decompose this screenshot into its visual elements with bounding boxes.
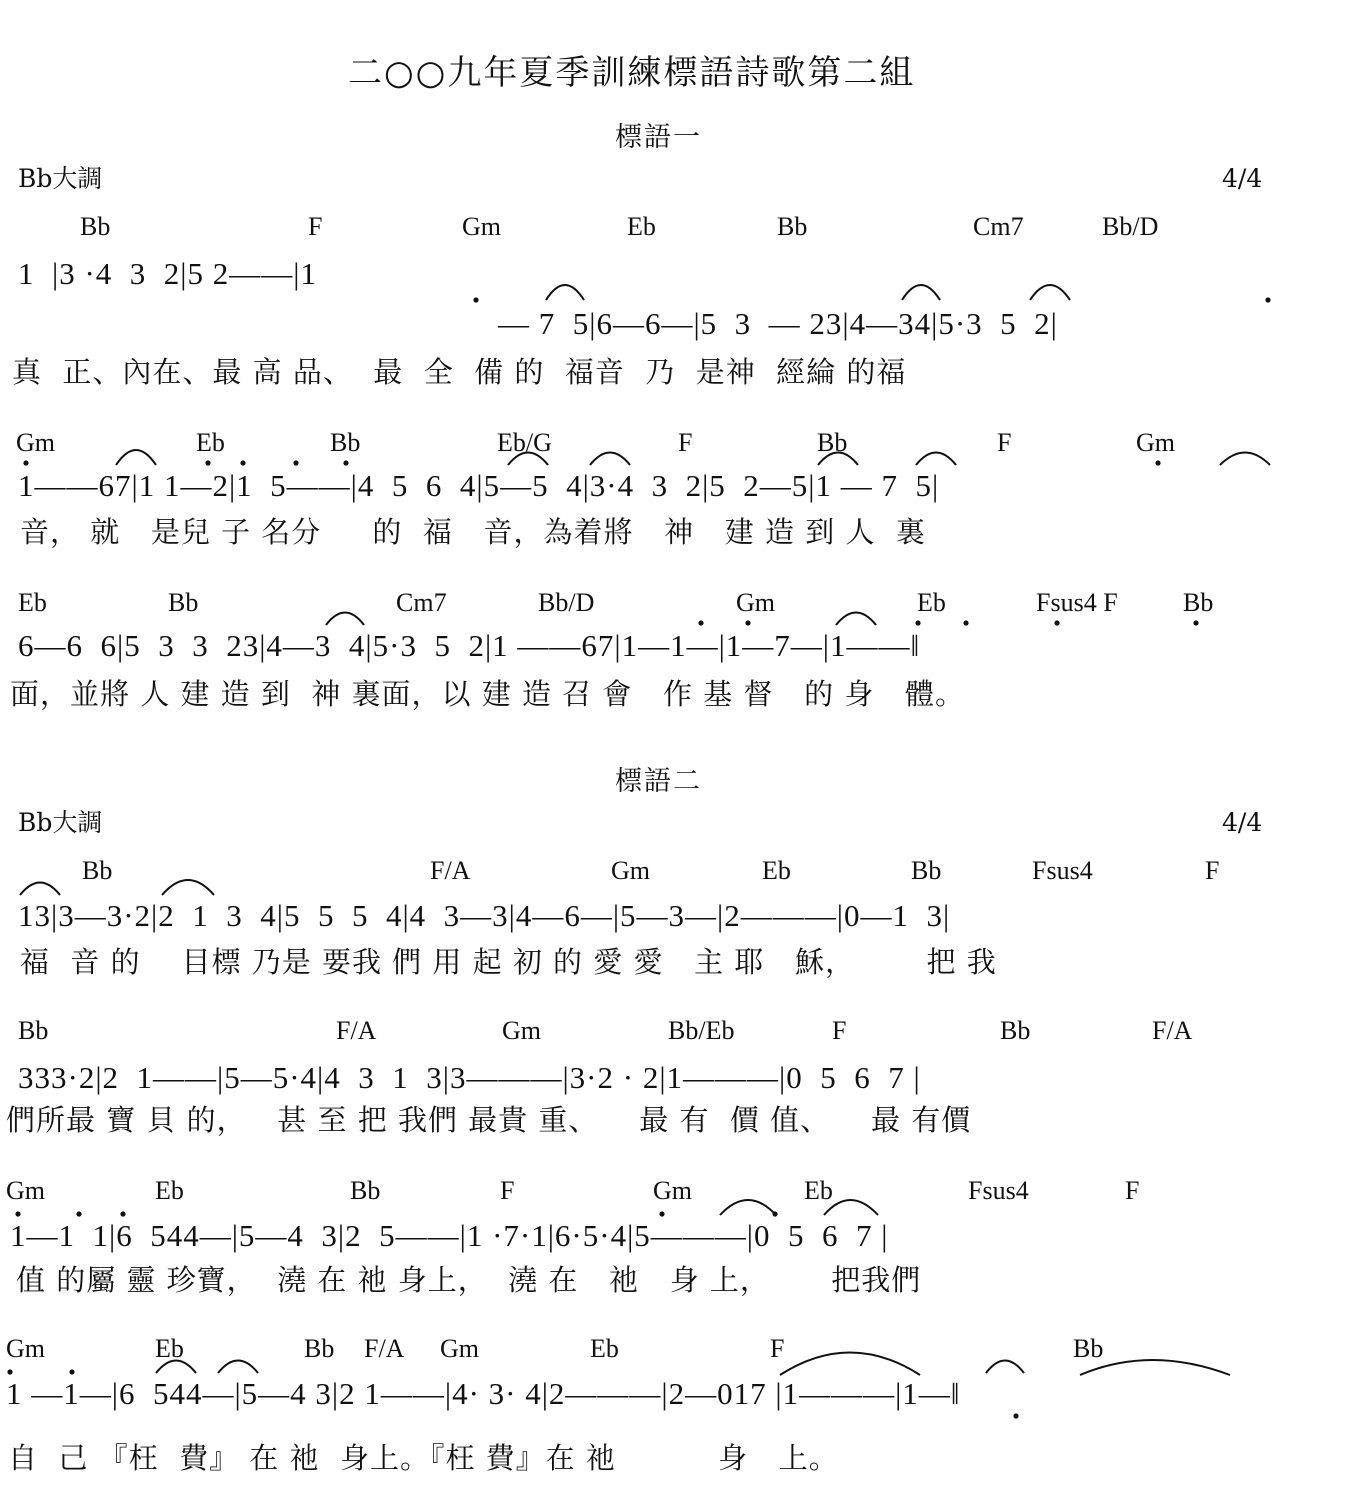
chord: Gm [611,856,650,885]
chord: Fsus4 [1032,856,1093,885]
lyric-line: 自 己 『枉 費』 在 祂 身上。『枉 費』在 祂 身 上。 [8,1441,839,1475]
chord: Bb/D [538,588,595,617]
chord: Gm [6,1334,45,1363]
chord: Bb [1183,588,1214,617]
chord: Gm [1136,428,1175,457]
chord-row [0,212,1349,246]
chord-row [0,856,1349,890]
chord-row [0,1334,1349,1368]
lyric-line: 們所最 寶 貝 的， 甚 至 把 我們 最貴 重、 最 有 價 值、 最 有價 [6,1103,972,1137]
chord: Gm [462,212,501,241]
chord: Gm [6,1176,45,1205]
lyric-line: 面，並將 人 建 造 到 神 裏面，以 建 造 召 會 作 基 督 的 身 體。 [10,677,966,711]
key-signature: Bb大調 [18,164,103,193]
notation-line: 1 —1—|6 544—|5—4 3|2 1——|4· 3· 4|2———|2—017 |1———|1—‖ [6,1376,961,1411]
chord: Eb/G [497,428,552,457]
notation-line: 1——67|1 1—2|1 5——|4 5 6 4|5—5 4|3·4 3 2|5 2—5|1 — 7 5| [18,468,940,503]
lyric-line: 福 音 的 目標 乃是 要我 們 用 起 初 的 愛 愛 主 耶 穌， 把 我 [20,945,997,979]
lyric-line: 音， 就 是兒 子 名分 的 福 音，為着將 神 建 造 到 人 裏 [20,515,926,549]
notation-line: 333·2|2 1——|5—5·4|4 3 1 3|3———|3·2 · 2|1———|0 5 6 7 | [18,1060,921,1095]
chord: Bb [18,1016,49,1045]
time-signature: 4/4 [1222,808,1263,837]
chord: Bb [1000,1016,1031,1045]
chord: Gm [736,588,775,617]
chord: F [832,1016,847,1045]
chord: Eb [196,428,225,457]
chord: Eb [762,856,791,885]
chord: F/A [430,856,471,885]
chord: Eb [155,1176,184,1205]
chord: Eb [917,588,946,617]
section-heading: 標語一 [615,122,702,153]
chord: Eb [804,1176,833,1205]
chord-row [0,428,1349,462]
chord: Gm [502,1016,541,1045]
chord-row [0,1016,1349,1050]
chord: Bb [777,212,808,241]
chord: F [1125,1176,1140,1205]
lyric-line: 真 正、內在、最 高 品、 最 全 備 的 福音 乃 是神 經綸 的福 [12,355,907,389]
chord: Eb [18,588,47,617]
chord: F/A [1152,1016,1193,1045]
chord: F/A [336,1016,377,1045]
key-signature: Bb大調 [18,808,103,837]
chord: F [500,1176,515,1205]
chord: F [997,428,1012,457]
chord: Bb/Eb [668,1016,735,1045]
chord: Gm [440,1334,479,1363]
chord: Gm [653,1176,692,1205]
chord-row [0,588,1349,622]
chord: F [1205,856,1220,885]
chord: Bb [330,428,361,457]
chord: F/A [364,1334,405,1363]
chord: Bb [304,1334,335,1363]
chord: Bb [1073,1334,1104,1363]
time-signature: 4/4 [1222,164,1263,193]
chord: Eb [627,212,656,241]
chord: Eb [590,1334,619,1363]
chord: Bb [911,856,942,885]
notation-line: 13|3—3·2|2 1 3 4|5 5 5 4|4 3—3|4—6—|5—3—|2———|0—1 3| [18,898,951,933]
chord: Fsus4 F [1036,588,1118,617]
chord-row [0,1176,1349,1210]
chord: Bb [80,212,111,241]
notation-pickup: 1 |3 ·4 3 2|5 2——|1 [18,256,317,291]
chord: Cm7 [396,588,447,617]
page-title: 二○○九年夏季訓練標語詩歌第二組 [348,53,916,93]
chord: Bb [350,1176,381,1205]
chord: Gm [16,428,55,457]
chord: Cm7 [973,212,1024,241]
chord: F [770,1334,785,1363]
notation-line: 1—1 1|6 544—|5—4 3|2 5——|1 ·7·1|6·5·4|5———|0 5 6 7 | [10,1218,889,1253]
chord: Eb [155,1334,184,1363]
chord: F [308,212,323,241]
chord: Bb/D [1102,212,1159,241]
chord: Bb [82,856,113,885]
chord: Fsus4 [968,1176,1029,1205]
notation-line: 6—6 6|5 3 3 23|4—3 4|5·3 5 2|1 ——67|1—1—|1—7—|1——‖ [18,628,921,663]
lyric-line: 值 的屬 靈 珍寶， 澆 在 祂 身上， 澆 在 祂 身 上， 把我們 [16,1263,922,1297]
notation-line: — 7 5|6—6—|5 3 — 23|4—34|5·3 5 2| [498,306,1058,341]
section-heading: 標語二 [615,766,702,797]
chord: F [678,428,693,457]
chord: Bb [168,588,199,617]
chord: Bb [817,428,848,457]
